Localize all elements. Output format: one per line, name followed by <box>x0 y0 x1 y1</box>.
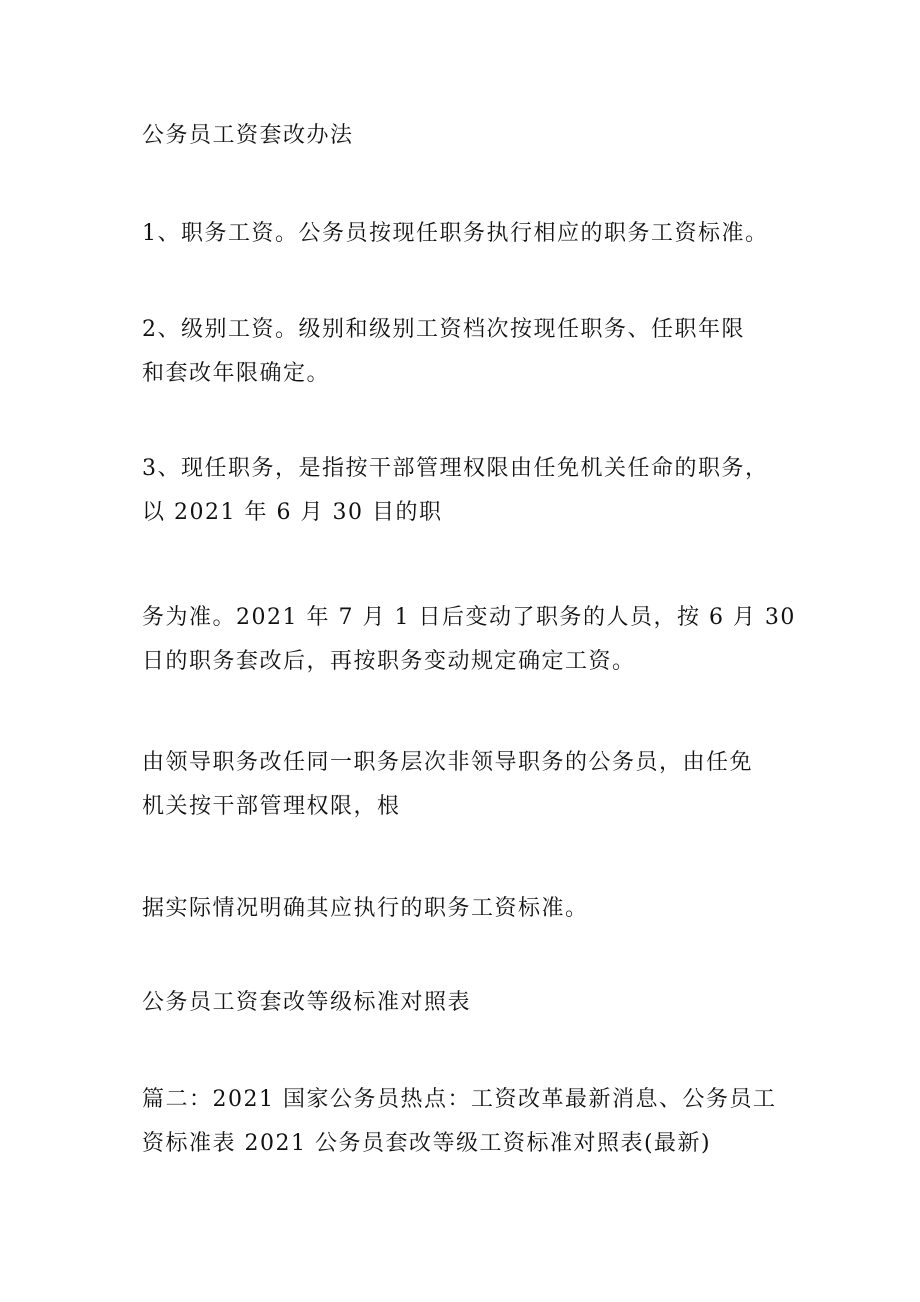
paragraph-item-3-continued <box>142 596 802 684</box>
paragraph-4-continued <box>142 887 802 931</box>
paragraph-item-3 <box>142 447 802 535</box>
part-2-line-2: 资标准表 2021 公务员套改等级工资标准对照表(最新) <box>142 1131 712 1156</box>
para-4-line-2: 机关按干部管理权限，根 <box>142 794 401 819</box>
item-2-line-1: 2、级别工资。级别和级别工资档次按现任职务、任职年限 <box>142 317 745 342</box>
para-4-line-1: 由领导职务改任同一职务层次非领导职务的公务员，由任免 <box>142 750 754 775</box>
document-heading-1 <box>142 114 802 158</box>
item-3-cont-line-2: 日的职务套改后，再按职务变动规定确定工资。 <box>142 649 636 674</box>
document-heading-2 <box>142 981 802 1025</box>
part-2-line-1: 篇二：2021 国家公务员热点：工资改革最新消息、公务员工 <box>142 1087 777 1112</box>
paragraph-4 <box>142 741 802 829</box>
paragraph-part-2 <box>142 1078 802 1166</box>
paragraph-item-2 <box>142 308 802 396</box>
item-3-line-2: 以 2021 年 6 月 30 目的职 <box>142 500 443 525</box>
item-3-cont-line-1: 务为准。2021 年 7 月 1 日后变动了职务的人员，按 6 月 30 <box>142 605 796 630</box>
paragraph-item-1 <box>142 212 802 256</box>
item-1-text: 1、职务工资。公务员按现任职务执行相应的职务工资标准。 <box>142 221 769 246</box>
heading-1-text: 公务员工资套改办法 <box>142 123 354 148</box>
item-2-line-2: 和套改年限确定。 <box>142 361 331 386</box>
para-4-cont-text: 据实际情况明确其应执行的职务工资标准。 <box>142 896 589 921</box>
item-3-line-1: 3、现任职务，是指按干部管理权限由任免机关任命的职务， <box>142 456 769 481</box>
heading-2-text: 公务员工资套改等级标准对照表 <box>142 990 472 1015</box>
